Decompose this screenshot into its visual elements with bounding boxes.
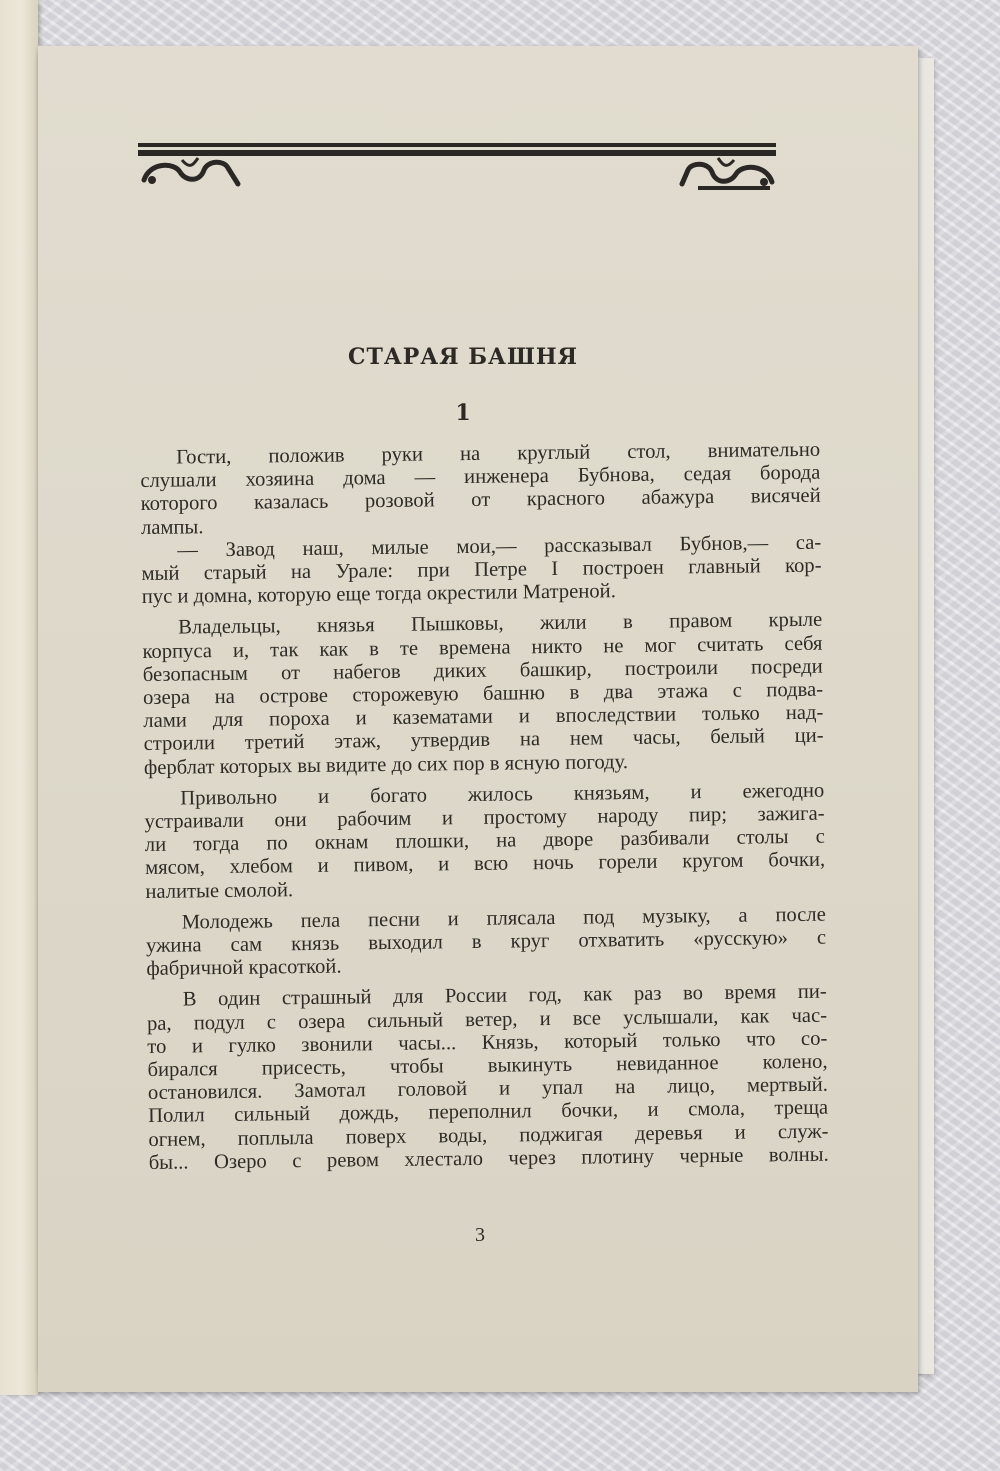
- text-line: Владельцы, князья Пышковы, жили в правом крыле: [178, 609, 823, 639]
- text-line: устраивали они рабочим и простому народу пир; зажига-: [144, 802, 825, 834]
- text-line: ли тогда по окнам плошки, на дворе разбивали столы с: [144, 825, 825, 857]
- text-line: бы... Озеро с ревом хлестало через плотину черные волны.: [148, 1143, 829, 1174]
- decorative-header-ornament: [138, 140, 778, 200]
- text-line: налитые смолой.: [145, 878, 294, 903]
- paragraph: [140, 439, 821, 540]
- text-line: Привольно и богато жилось князьям, и ежегодно: [180, 779, 825, 810]
- text-line: Молодежь пела песни и плясала под музыку, а после: [181, 903, 826, 934]
- text-line: то и гулко звонили часы... Князь, который только что со-: [147, 1027, 828, 1058]
- paragraph: [144, 780, 825, 904]
- text-line: В один страшный для России год, как раз во время пи-: [182, 981, 827, 1011]
- paragraph: [142, 609, 824, 780]
- text-line: пус и домна, которую еще тогда окрестили Матреной.: [141, 580, 616, 609]
- text-line: — Завод наш, милые мои,— рассказывал Бубнов,— са-: [177, 531, 822, 562]
- paragraph: [141, 531, 822, 609]
- text-line: ферблат которых вы видите до сих пор в ясную погоду.: [143, 750, 629, 779]
- text-line: Гости, положив руки на круглый стол, внимательно: [175, 438, 821, 469]
- text-line: ра, подул с озера сильный ветер, и все услышали, как час-: [146, 1004, 828, 1035]
- chapter-number: 1: [455, 400, 471, 426]
- text-line: фабричной красоткой.: [146, 955, 342, 981]
- paragraph: [146, 904, 827, 982]
- text-line: ужина сам князь выходил в круг отхватить «русскую» с: [145, 926, 827, 958]
- text-line: лами для пороха и казематами и впоследствии только над-: [143, 701, 824, 733]
- text-line: которого казалась розовой от красного абажура висячей: [140, 485, 821, 516]
- paragraph: [147, 981, 829, 1175]
- text-line: мясом, хлебом и пивом, и всю ночь горели кругом бочки,: [145, 849, 826, 880]
- text-line: Полил сильный дождь, переполнил бочки, и смола, треща: [148, 1097, 829, 1128]
- text-line: бирался присесть, чтобы выкинуть невиданное колено,: [147, 1050, 828, 1082]
- text-line: слушали хозяина дома — инженера Бубнова, седая борода: [140, 461, 821, 493]
- text-line: строили третий этаж, утвердив на нем часы, белый ци-: [143, 725, 824, 756]
- text-line: лампы.: [140, 515, 204, 539]
- chapter-body: [140, 439, 829, 1175]
- text-line: озера на острове сторожевую башню в два этажа с подва-: [142, 678, 824, 710]
- page-number: 3: [475, 1224, 485, 1246]
- text-line: огнем, поплыла поверх воды, поджигая деревья и служ-: [148, 1120, 829, 1151]
- text-line: остановился. Замотал головой и упал на лицо, мертвый.: [147, 1073, 828, 1105]
- text-line: корпуса и, так как в те времена никто не мог считать себя: [142, 632, 823, 663]
- chapter-title: СТАРАЯ БАШНЯ: [347, 344, 579, 370]
- book-cover-edge: [0, 0, 38, 1395]
- text-line: безопасным от набегов диких башкир, построили посреди: [142, 655, 823, 686]
- text-line: мый старый на Урале: при Петре I построен главный кор-: [141, 554, 822, 586]
